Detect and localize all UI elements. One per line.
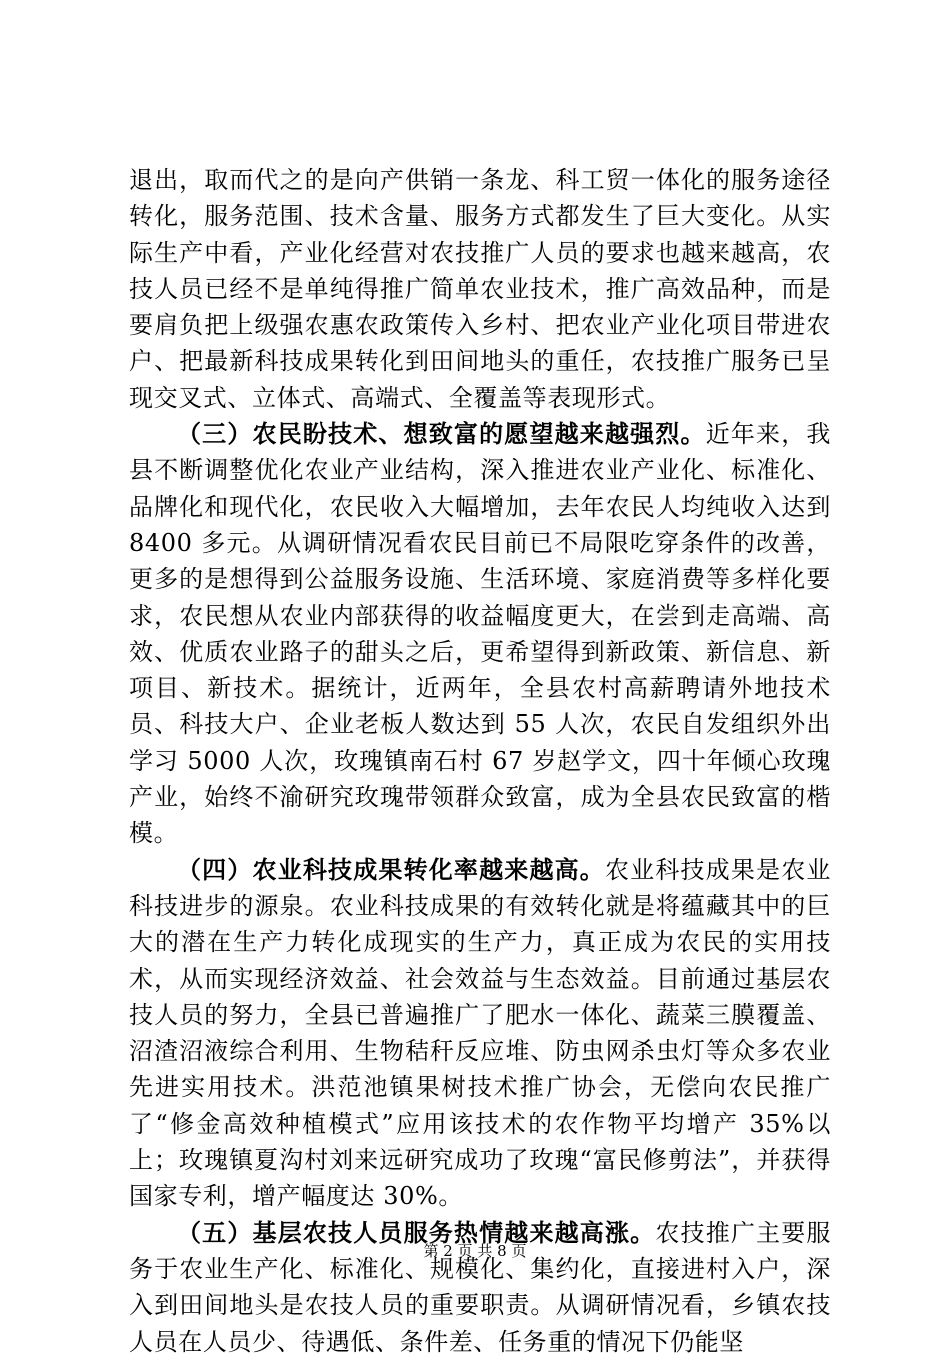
paragraph-section-3 bbox=[129, 416, 831, 852]
paragraph-text: 农技推广主要服务于农业生产化、标准化、规模化、集约化，直接进村入户，深入到田间地头是农技人员的重要职责。从调研情况看，乡镇农技人员在人员少、待遇低、条件差、任务重的情况下仍能坚 bbox=[129, 1218, 831, 1356]
paragraph-text: 农业科技成果是农业科技进步的源泉。农业科技成果的有效转化就是将蕴藏其中的巨大的潜在生产力转化成现实的生产力，真正成为农民的实用技术，从而实现经济效益、社会效益与生态效益。目前通过基层农技人员的努力，全县已普遍推广了肥水一体化、蔬菜三膜覆盖、沼渣沼液综合利用、生物秸秆反应堆、防虫网杀虫灯等众多农业先进实用技术。洪范池镇果树技术推广协会，无偿向农民推广了“修金高效种植模式”应用该技术的农作物平均增产 35%以上；玫瑰镇夏沟村刘来远研究成功了玫瑰“富民修剪法”，并获得国家专利，增产幅度达 30%。 bbox=[129, 855, 831, 1211]
section-heading: （五）基层农技人员服务热情越来越高涨。 bbox=[177, 1218, 656, 1247]
paragraph-continued bbox=[129, 162, 831, 416]
paragraph-text: 近年来，我县不断调整优化农业产业结构，深入推进农业产业化、标准化、品牌化和现代化，农民收入大幅增加，去年农民人均纯收入达到 8400 多元。从调研情况看农民目前已不局限吃穿条件的改善，更多的是想得到公益服务设施、生活环境、家庭消费等多样化要求，农民想从农业内部获得的收益幅度更大，在尝到走高端、高效、优质农业路子的甜头之后，更希望得到新政策、新信息、新项目、新技术。据统计，近两年，全县农村高薪聘请外地技术员、科技大户、企业老板人数达到 55 人次，农民自发组织外出学习 5000 人次，玫瑰镇南石村 67 岁赵学文，四十年倾心玫瑰产业，始终不渝研究玫瑰带领群众致富，成为全县农民致富的楷模。 bbox=[129, 420, 831, 848]
section-heading: （四）农业科技成果转化率越来越高。 bbox=[177, 855, 605, 884]
document-body bbox=[129, 162, 831, 1360]
section-heading: （三）农民盼技术、想致富的愿望越来越强烈。 bbox=[177, 420, 706, 449]
paragraph-section-4 bbox=[129, 852, 831, 1215]
page-number-footer: 第 2 页 共 8 页 bbox=[423, 1242, 527, 1260]
paragraph-section-5 bbox=[129, 1215, 831, 1360]
paragraph-text: 退出，取而代之的是向产供销一条龙、科工贸一体化的服务途径转化，服务范围、技术含量、服务方式都发生了巨大变化。从实际生产中看，产业化经营对农技推广人员的要求也越来越高，农技人员已经不是单纯得推广简单农业技术，推广高效品种，而是要肩负把上级强农惠农政策传入乡村、把农业产业化项目带进农户、把最新科技成果转化到田间地头的重任，农技推广服务已呈现交叉式、立体式、高端式、全覆盖等表现形式。 bbox=[129, 166, 831, 412]
